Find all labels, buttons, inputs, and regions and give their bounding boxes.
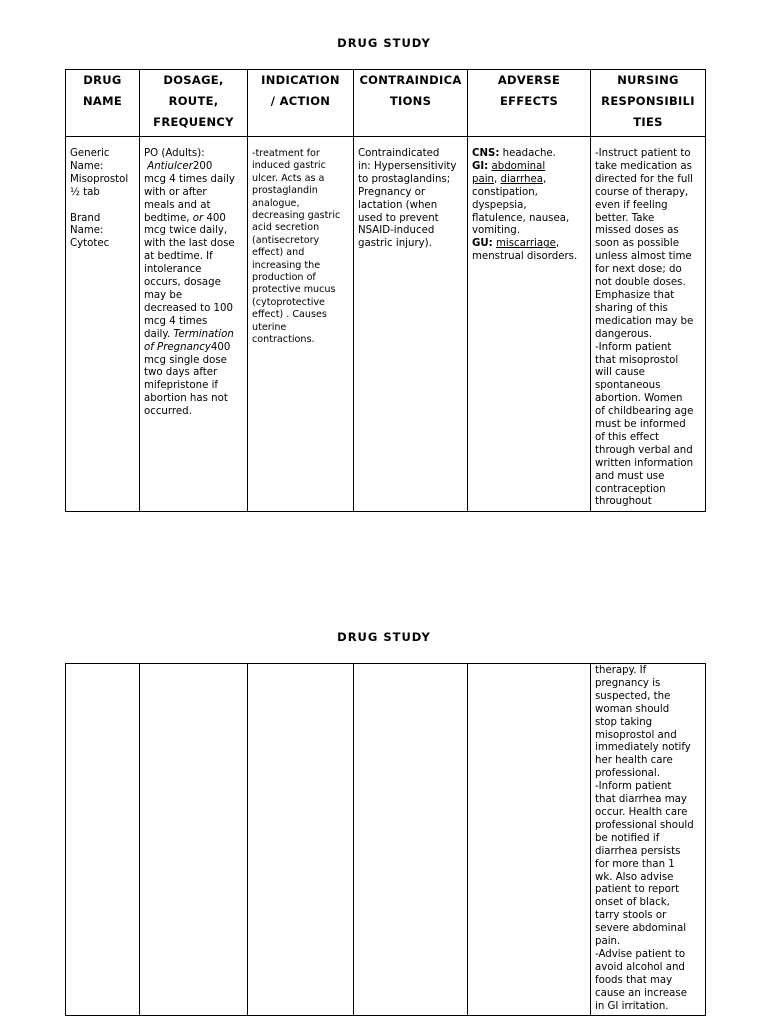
header-drug-name: DRUG NAME <box>66 70 140 137</box>
header-nursing: NURSING RESPONSIBILI TIES <box>591 70 706 137</box>
page-title-2: DRUG STUDY <box>337 630 431 644</box>
header-indication: INDICATION / ACTION <box>248 70 354 137</box>
drug-study-table <box>65 69 706 512</box>
header-contraindications: CONTRAINDICA TIONS <box>354 70 468 137</box>
cell-dosage: PO (Adults): Antiulcer200 mcg 4 times daily with or after meals and at bedtime, or 400 mcg twice daily, with the last dose at bedtime. If intolerance occurs, dosage may be decreased to 100 mcg 4 times daily. Termination of Pregnancy400 mcg single dose two days after mifepristone if abortion has not occurred. <box>140 137 248 512</box>
cell-contraindications-empty <box>354 664 468 1016</box>
cell-drug-name: Generic Name: Misoprostol ½ tab Brand Name: Cytotec <box>66 137 140 512</box>
continued-row <box>66 664 706 1016</box>
page-title: DRUG STUDY <box>337 36 431 50</box>
cell-nursing-continued: therapy. If pregnancy is suspected, the woman should stop taking misoprostol and immediately notify her health care professional. -Inform patient that diarrhea may occur. Health care professional should be notified if diarrhea persists for more than 1 wk. Also advise patient to report onset of black, tarry stools or severe abdominal pain. -Advise patient to avoid alcohol and foods that may cause an increase in GI irritation. <box>591 664 706 1016</box>
header-row <box>66 70 706 137</box>
cell-nursing: -Instruct patient to take medication as directed for the full course of therapy, even if feeling better. Take missed doses as soon as possible unless almost time for next dose; do not double doses. Emphasize that sharing of this medication may be dangerous. -Inform patient that misoprostol will cause spontaneous abortion. Women of childbearing age must be informed of this effect through verbal and written information and must use contraception throughout <box>591 137 706 512</box>
header-adverse-effects: ADVERSE EFFECTS <box>468 70 591 137</box>
cell-adverse-empty <box>468 664 591 1016</box>
cell-dosage-empty <box>140 664 248 1016</box>
cell-contraindications: Contraindicated in: Hypersensitivity to prostaglandins; Pregnancy or lactation (when used to prevent NSAID-induced gastric injury). <box>354 137 468 512</box>
cell-indication-empty <box>248 664 354 1016</box>
drug-study-table-continued <box>65 663 706 1016</box>
cell-adverse-effects: CNS: headache. GI: abdominal pain, diarrhea, constipation, dyspepsia, flatulence, nausea, vomiting. GU: miscarriage, menstrual disorders. <box>468 137 591 512</box>
header-dosage: DOSAGE, ROUTE, FREQUENCY <box>140 70 248 137</box>
cell-drug-name-empty <box>66 664 140 1016</box>
cell-indication: -treatment for induced gastric ulcer. Acts as a prostaglandin analogue, decreasing gastric acid secretion (antisecretory effect) and increasing the production of protective mucus (cytoprotective effect) . Causes uterine contractions. <box>248 137 354 512</box>
content-row <box>66 137 706 512</box>
